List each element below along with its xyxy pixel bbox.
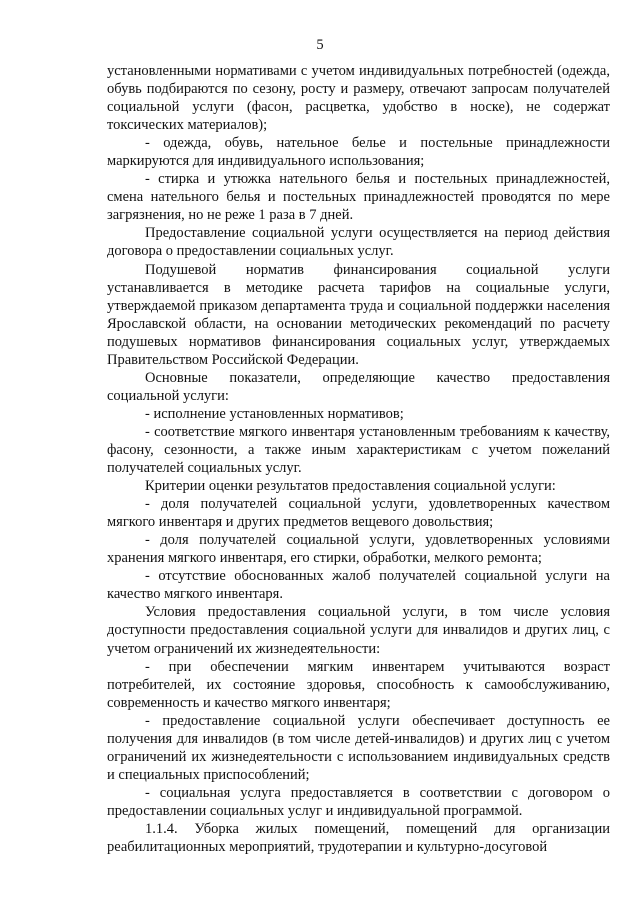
section-heading: Условия предоставления социальной услуги, в том числе условия доступности предоставления социальной услуги для инвалидов и других лиц, с учетом ограничений их жизнедеятельности: [107, 604, 610, 657]
paragraph: установленными нормативами с учетом индивидуальных потребностей (одежда, обувь подбираются по сезону, росту и размеру, отвечают запросам получателей социальной услуги (фасон, расцветка, удобство в носке), не содержат токсических материалов); [107, 63, 610, 134]
list-item: - доля получателей социальной услуги, удовлетворенных условиями хранения мягкого инвентаря, его стирки, обработки, мелкого ремонта; [107, 532, 610, 567]
section-heading: 1.1.4. Уборка жилых помещений, помещений для организации реабилитационных мероприятий, трудотерапии и культурно-досуговой [107, 820, 610, 856]
list-item: - исполнение установленных нормативов; [145, 405, 404, 422]
list-item: - соответствие мягкого инвентаря установленным требованиям к качеству, фасону, сезонности, а также иным характеристикам с учетом пожеланий получателей социальных услуг. [107, 423, 610, 477]
document-body [107, 62, 610, 856]
list-item: - социальная услуга предоставляется в соответствии с договором о предоставлении социальных услуг и индивидуальной программой. [107, 784, 610, 819]
page-number: 5 [316, 37, 324, 53]
list-item: - при обеспечении мягким инвентарем учитываются возраст потребителей, их состояние здоровья, способность к самообслуживанию, современность и качество мягкого инвентаря; [107, 658, 610, 711]
list-item: - отсутствие обоснованных жалоб получателей социальной услуги на качество мягкого инвентаря. [107, 568, 610, 603]
list-item: - доля получателей социальной услуги, удовлетворенных качеством мягкого инвентаря и других предметов вещевого довольствия; [107, 496, 610, 531]
paragraph: Предоставление социальной услуги осуществляется на период действия договора о предоставлении социальных услуг. [107, 225, 610, 260]
list-item: - предоставление социальной услуги обеспечивает доступность ее получения для инвалидов (в том числе детей-инвалидов) и других лиц с учетом ограничений их жизнедеятельности с использованием индивидуальных средств и специальных приспособлений; [107, 712, 610, 783]
list-item: - одежда, обувь, нательное белье и постельные принадлежности маркируются для индивидуального использования; [107, 135, 610, 170]
list-item: - стирка и утюжка нательного белья и постельных принадлежностей, смена нательного белья и постельных принадлежностей проводятся по мере загрязнения, но не реже 1 раза в 7 дней. [107, 171, 610, 224]
section-heading: Критерии оценки результатов предоставления социальной услуги: [145, 478, 556, 495]
section-heading: Основные показатели, определяющие качество предоставления социальной услуги: [107, 369, 610, 404]
paragraph: Подушевой норматив финансирования социальной услуги устанавливается в методике расчета тарифов на социальные услуги, утверждаемой приказом департамента труда и социальной поддержки населения Ярославской области, на основании методических рекомендаций по расчету подушевых нормативов финансирования социальных услуг, утверждаемых Правительством Российской Федерации. [107, 261, 610, 368]
